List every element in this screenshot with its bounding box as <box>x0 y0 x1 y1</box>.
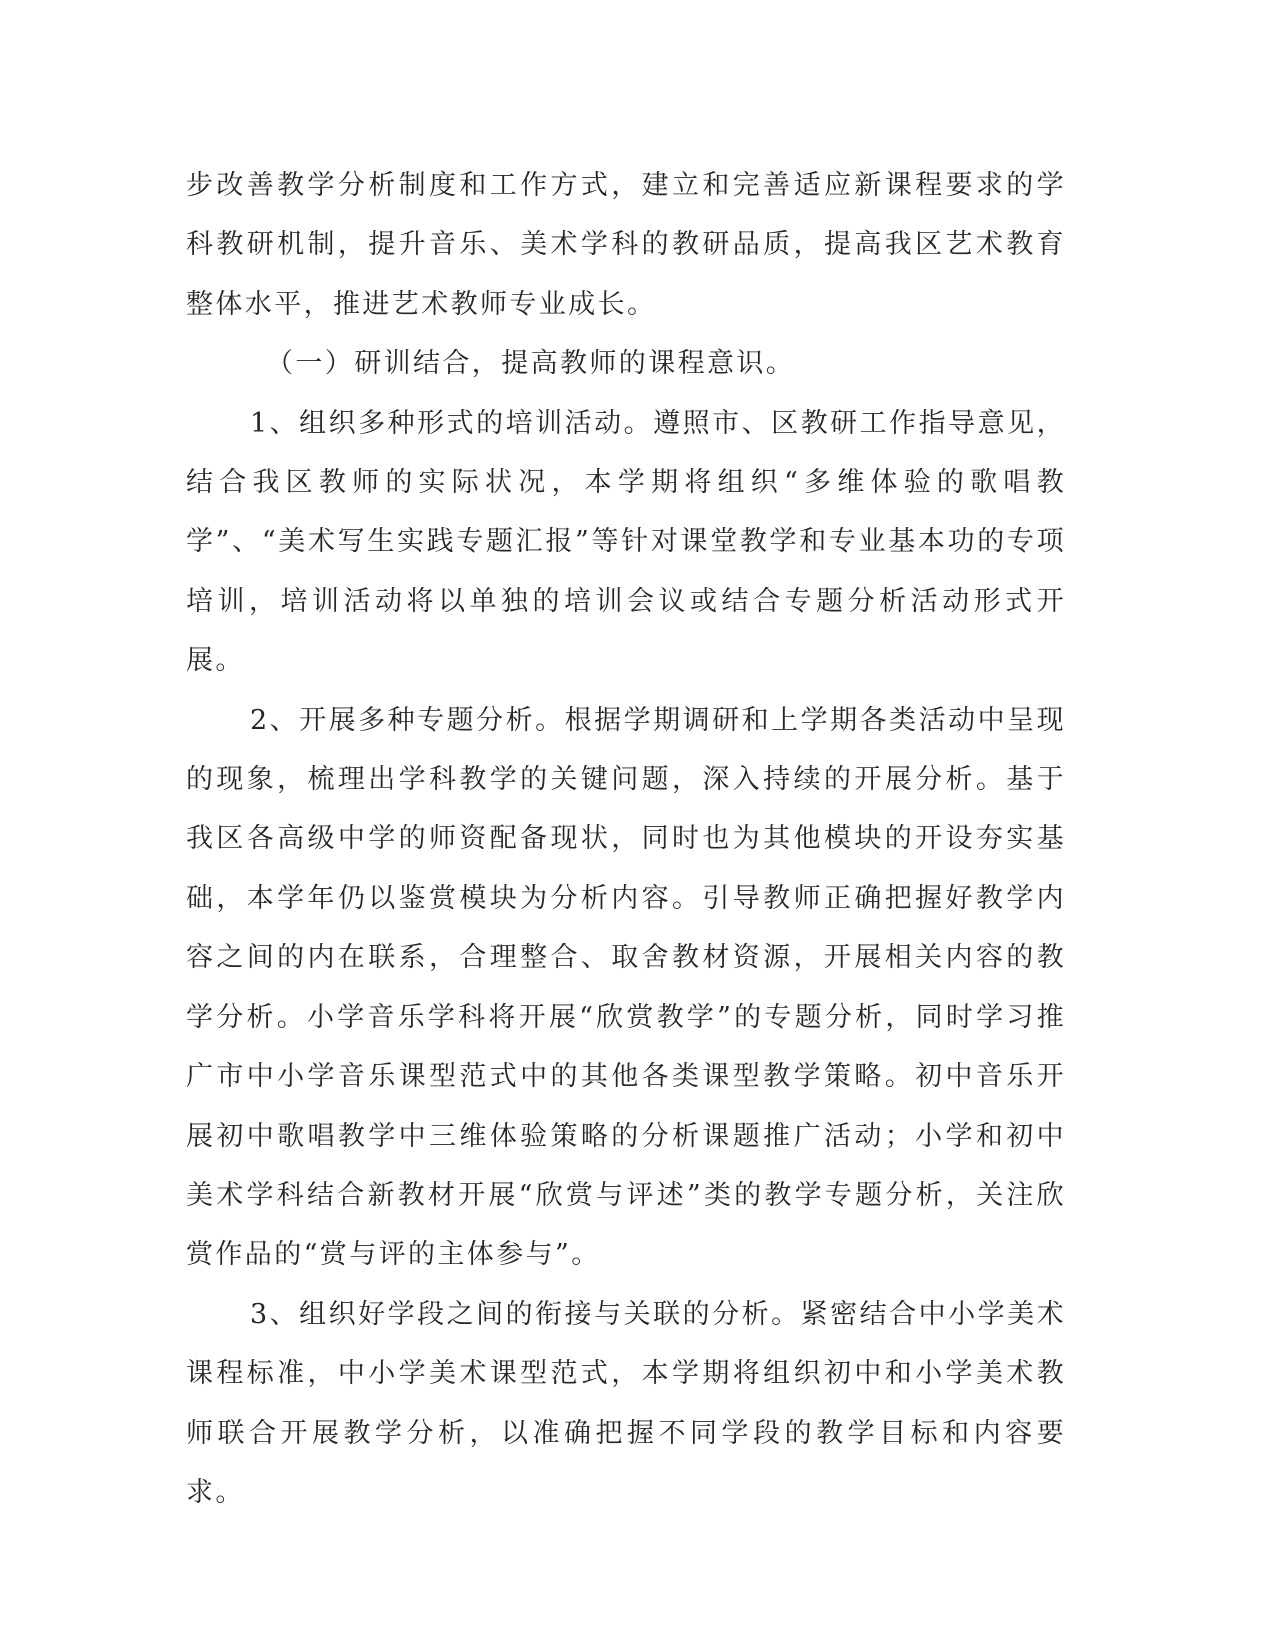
paragraph-item-1-training: 1、组织多种形式的培训活动。遵照市、区教研工作指导意见，结合我区教师的实际状况，本学期将组织“多维体验的歌唱教学”、“美术写生实践专题汇报”等针对课堂教学和专业基本功的专项培训，培训活动将以单独的培训会议或结合专题分析活动形式开展。 <box>186 407 1066 677</box>
paragraph-intro-continuation: 步改善教学分析制度和工作方式，建立和完善适应新课程要求的学科教研机制，提升音乐、美术学科的教研品质，提高我区艺术教育整体水平，推进艺术教师专业成长。 <box>186 170 1066 320</box>
paragraph-item-3-stage-connection: 3、组织好学段之间的衔接与关联的分析。紧密结合中小学美术课程标准，中小学美术课型范式，本学期将组织初中和小学美术教师联合开展教学分析，以准确把握不同学段的教学目标和内容要求。 <box>186 1298 1066 1508</box>
paragraph-item-2-topic-analysis: 2、开展多种专题分析。根据学期调研和上学期各类活动中呈现的现象，梳理出学科教学的关键问题，深入持续的开展分析。基于我区各高级中学的师资配备现状，同时也为其他模块的开设夯实基础，本学年仍以鉴赏模块为分析内容。引导教师正确把握好教学内容之间的内在联系，合理整合、取舍教材资源，开展相关内容的教学分析。小学音乐学科将开展“欣赏教学”的专题分析，同时学习推广市中小学音乐课型范式中的其他各类课型教学策略。初中音乐开展初中歌唱教学中三维体验策略的分析课题推广活动；小学和初中美术学科结合新教材开展“欣赏与评述”类的教学专题分析，关注欣赏作品的“赏与评的主体参与”。 <box>186 704 1066 1271</box>
section-heading-research-training: （一）研训结合，提高教师的课程意识。 <box>266 348 796 380</box>
document-body <box>186 156 1066 1522</box>
